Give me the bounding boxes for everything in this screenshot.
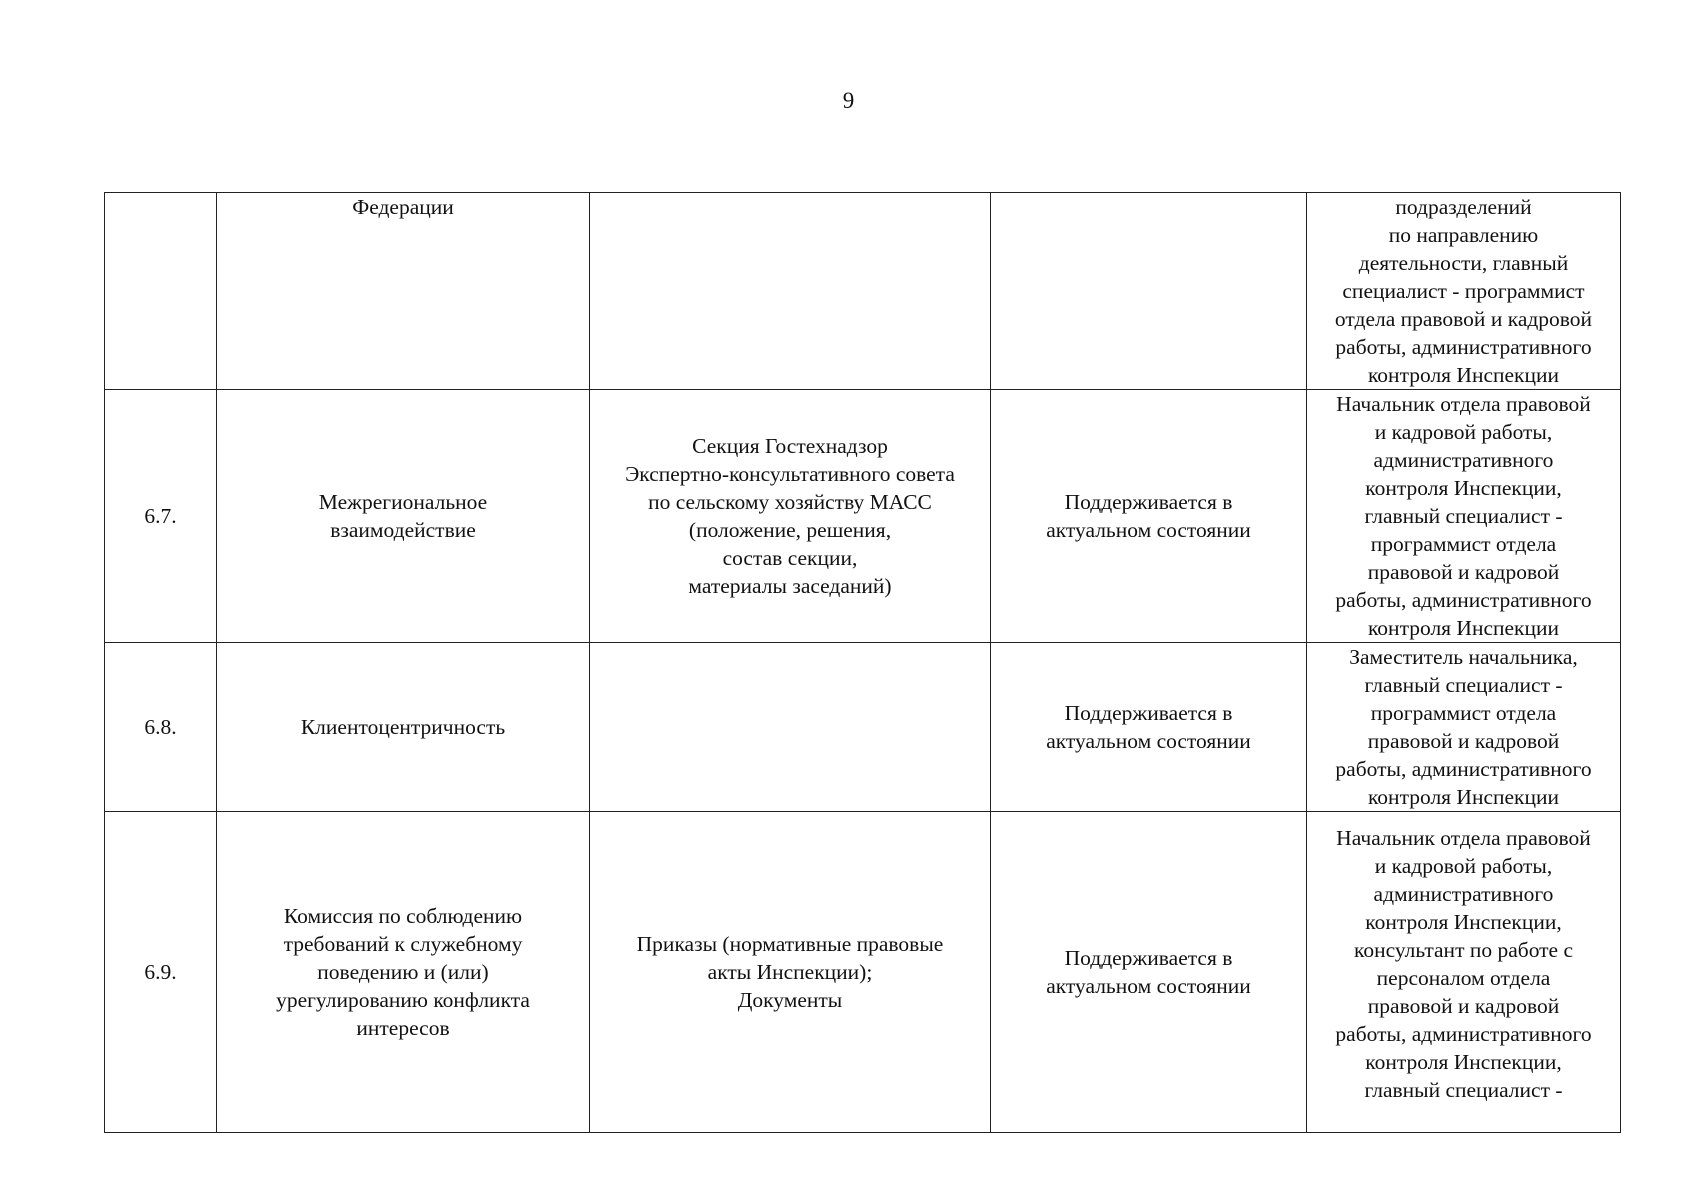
row-number-cell: 6.7.	[105, 390, 217, 643]
row-number-cell: 6.9.	[105, 812, 217, 1133]
materials-cell: Приказы (нормативные правовые акты Инспекции); Документы	[590, 812, 991, 1133]
row-number-cell: 6.8.	[105, 643, 217, 812]
section-cell: Межрегиональное взаимодействие	[217, 390, 590, 643]
status-cell: Поддерживается в актуальном состоянии	[991, 390, 1307, 643]
row-number-cell	[105, 193, 217, 390]
responsible-cell: подразделений по направлению деятельности, главный специалист - программист отдела правовой и кадровой работы, административного контроля Инспекции	[1307, 193, 1621, 390]
responsible-cell: Заместитель начальника, главный специалист - программист отдела правовой и кадровой работы, административного контроля Инспекции	[1307, 643, 1621, 812]
page-number: 9	[842, 88, 855, 113]
responsible-cell: Начальник отдела правовой и кадровой работы, административного контроля Инспекции, консультант по работе с персоналом отдела правовой и кадровой работы, административного контроля Инспекции, главный специалист -	[1307, 812, 1621, 1133]
section-cell: Комиссия по соблюдению требований к служебному поведению и (или) урегулированию конфликта интересов	[217, 812, 590, 1133]
status-cell: Поддерживается в актуальном состоянии	[991, 643, 1307, 812]
table-row	[105, 643, 1621, 812]
table-row	[105, 193, 1621, 390]
materials-cell	[590, 643, 991, 812]
responsible-cell: Начальник отдела правовой и кадровой работы, административного контроля Инспекции, главный специалист - программист отдела правовой и кадровой работы, административного контроля Инспекции	[1307, 390, 1621, 643]
section-cell: Клиентоцентричность	[217, 643, 590, 812]
document-table	[104, 192, 1621, 1133]
status-cell	[991, 193, 1307, 390]
status-cell: Поддерживается в актуальном состоянии	[991, 812, 1307, 1133]
section-cell: Федерации	[217, 193, 590, 390]
table-row	[105, 812, 1621, 1133]
materials-cell	[590, 193, 991, 390]
table-row	[105, 390, 1621, 643]
materials-cell: Секция Гостехнадзор Экспертно-консультативного совета по сельскому хозяйству МАСС (положение, решения, состав секции, материалы заседаний)	[590, 390, 991, 643]
